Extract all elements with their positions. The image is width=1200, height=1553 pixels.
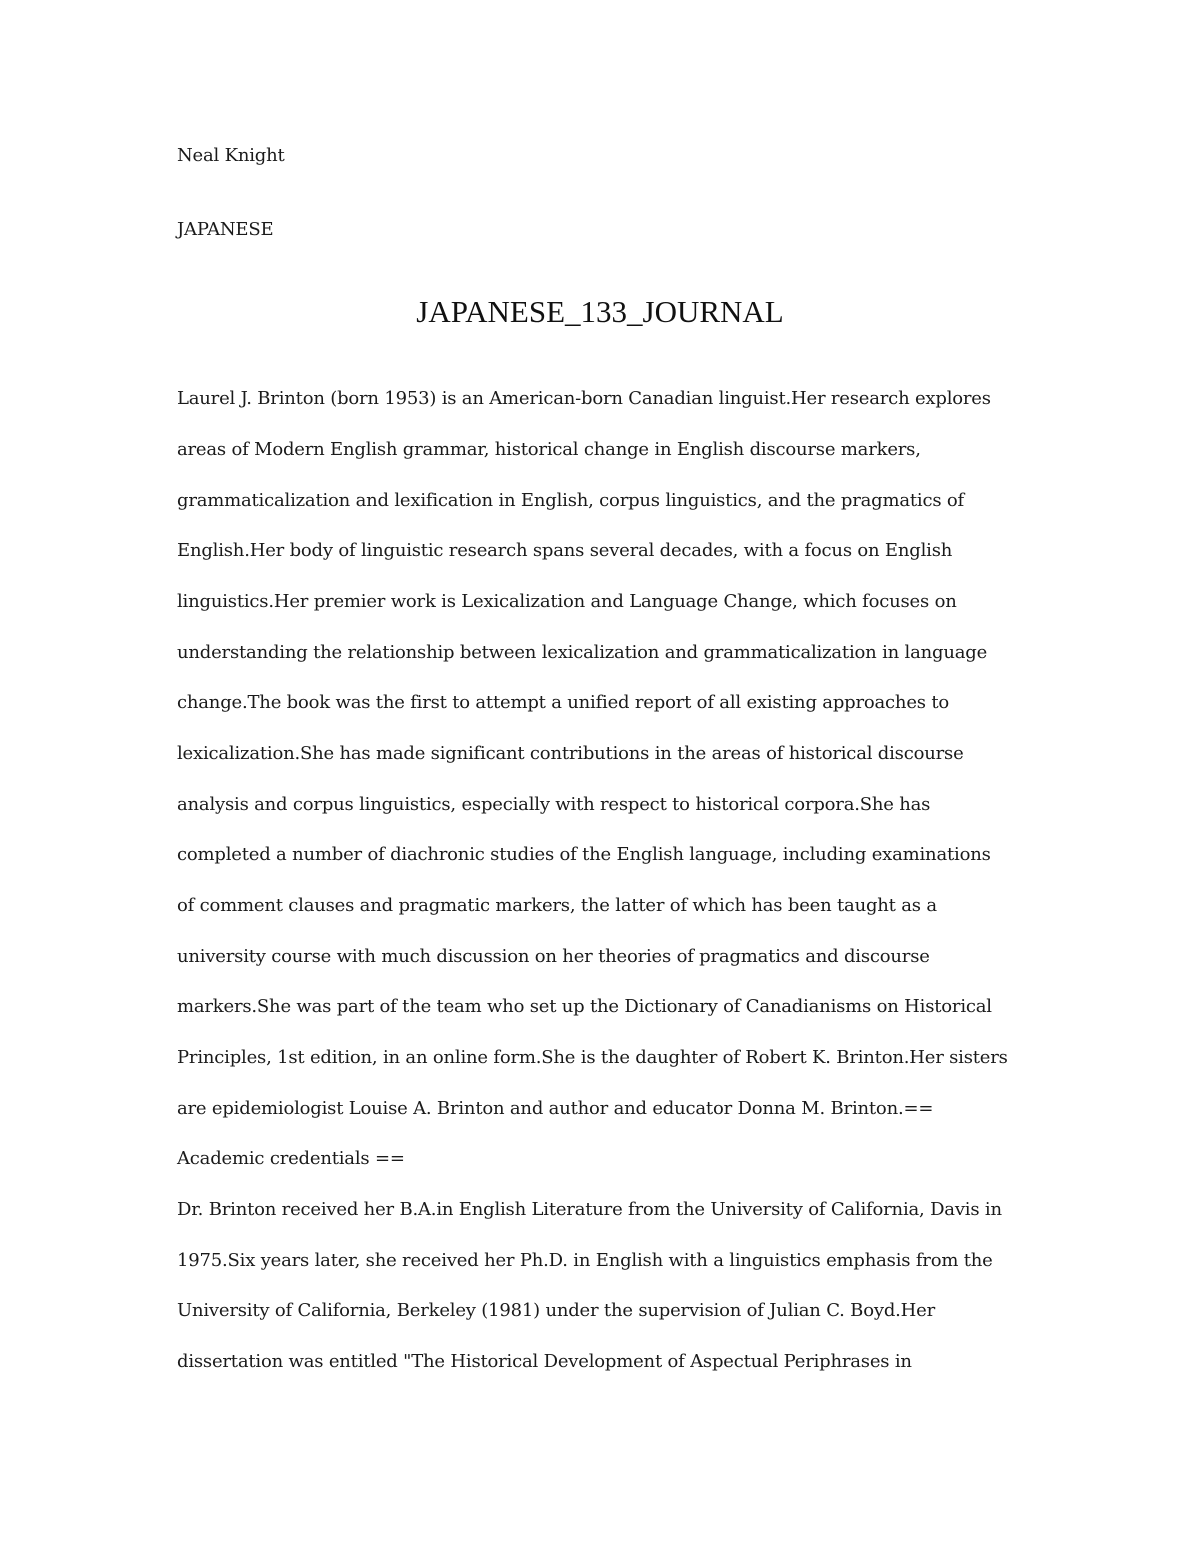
body-line: English.Her body of linguistic research spans several decades, with a focus on English	[177, 540, 953, 561]
body-line: are epidemiologist Louise A. Brinton and author and educator Donna M. Brinton.==	[177, 1098, 934, 1119]
body-line: dissertation was entitled "The Historical Development of Aspectual Periphrases in	[177, 1351, 912, 1372]
body-line: Principles, 1st edition, in an online form.She is the daughter of Robert K. Brinton.Her sisters	[177, 1047, 1008, 1068]
body-line: linguistics.Her premier work is Lexicalization and Language Change, which focuses on	[177, 591, 957, 612]
body-line: of comment clauses and pragmatic markers, the latter of which has been taught as a	[177, 895, 937, 916]
body-line: change.The book was the first to attempt a unified report of all existing approaches to	[177, 692, 949, 713]
body-line: Dr. Brinton received her B.A.in English Literature from the University of California, Davis in	[177, 1199, 1002, 1220]
body-line: 1975.Six years later, she received her Ph.D. in English with a linguistics emphasis from the	[177, 1250, 993, 1271]
document-title: JAPANESE_133_JOURNAL	[416, 294, 784, 329]
body-line: understanding the relationship between lexicalization and grammaticalization in language	[177, 642, 988, 663]
body-line: analysis and corpus linguistics, especially with respect to historical corpora.She has	[177, 794, 931, 815]
body-line: markers.She was part of the team who set up the Dictionary of Canadianisms on Historical	[177, 996, 992, 1017]
body-line: completed a number of diachronic studies of the English language, including examinations	[177, 844, 991, 865]
body-line: areas of Modern English grammar, historical change in English discourse markers,	[177, 439, 921, 460]
body-line: University of California, Berkeley (1981) under the supervision of Julian C. Boyd.Her	[177, 1300, 936, 1321]
body-line: lexicalization.She has made significant contributions in the areas of historical discourse	[177, 743, 964, 764]
body-line: Laurel J. Brinton (born 1953) is an American-born Canadian linguist.Her research explores	[177, 388, 991, 409]
body-line: Academic credentials ==	[177, 1148, 405, 1169]
body-line: university course with much discussion on her theories of pragmatics and discourse	[177, 946, 930, 967]
body-line: grammaticalization and lexification in English, corpus linguistics, and the pragmatics of	[177, 490, 965, 511]
course-name: JAPANESE	[177, 219, 274, 240]
author-name: Neal Knight	[177, 145, 285, 166]
